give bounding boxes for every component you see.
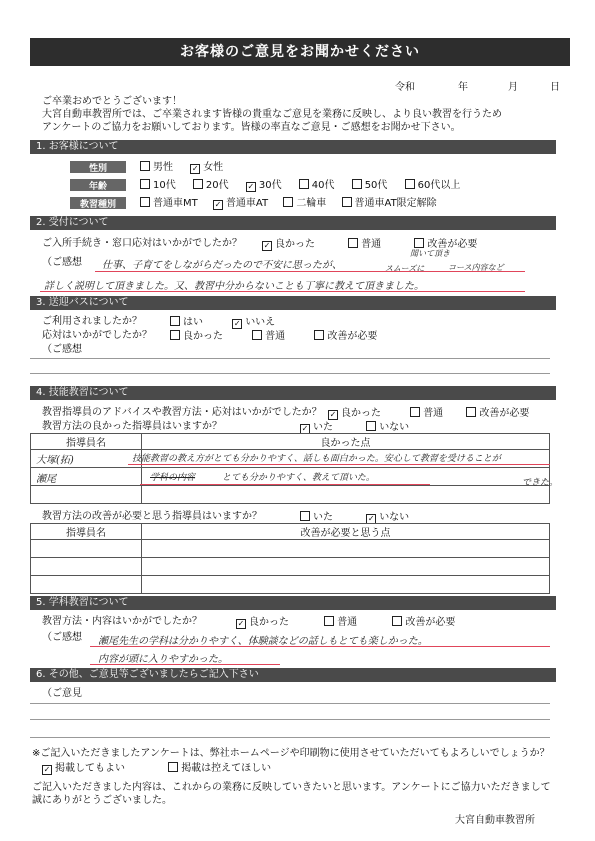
good-row-1-continuation: できた。 bbox=[522, 478, 559, 488]
age-60s-checkbox[interactable]: 60代以上 bbox=[405, 180, 461, 191]
publication-question: ※ご記入いただきましたアンケートは、弊社ホームページや印刷物に使用させていただいてもよろしいでしょうか？ bbox=[32, 748, 550, 759]
reception-comment-label: （ご感想 bbox=[42, 257, 82, 268]
gender-female-checkbox[interactable]: ✓ 女性 bbox=[191, 162, 224, 173]
license-options bbox=[140, 197, 560, 210]
age-20s-checkbox[interactable]: 20代 bbox=[193, 180, 229, 191]
good-instructor-yes-checkbox[interactable]: ✓ いた bbox=[301, 422, 333, 433]
date-era: 令和 bbox=[395, 82, 415, 93]
lecture-question: 教習方法・内容はいかがでしたか？ bbox=[42, 616, 202, 627]
license-label: 教習種別 bbox=[70, 197, 126, 209]
reception-normal-checkbox[interactable]: 普通 bbox=[348, 239, 381, 250]
reception-improve-checkbox[interactable]: 改善が必要 bbox=[414, 239, 477, 250]
publish-ok-checkbox[interactable]: ✓ 掲載してもよい bbox=[43, 763, 125, 774]
publish-no-checkbox[interactable]: 掲載は控えてほしい bbox=[168, 763, 271, 774]
bus-comment-label: （ご感想 bbox=[42, 344, 82, 355]
reception-good-checkbox[interactable]: ✓ 良かった bbox=[263, 239, 315, 250]
th-good-point: 良かった点 bbox=[142, 434, 550, 450]
bus-service-options bbox=[170, 330, 470, 343]
lecture-good-checkbox[interactable]: ✓ 良かった bbox=[237, 617, 289, 628]
good-row-2-text: とても分かりやすく、教えて頂いた。 bbox=[222, 473, 375, 483]
gender-label: 性別 bbox=[70, 161, 126, 173]
lecture-normal-checkbox[interactable]: 普通 bbox=[324, 617, 357, 628]
skill-instructor-question: 教習指導員のアドバイスや教習方法・応対はいかがでしたか？ bbox=[42, 407, 322, 418]
skill-good-checkbox[interactable]: ✓ 良かった bbox=[329, 408, 381, 419]
good-instructor-no-checkbox[interactable]: いない bbox=[366, 422, 409, 433]
bus-yes-checkbox[interactable]: はい bbox=[170, 317, 203, 328]
bus-service-question: 応対はいかがでしたか？ bbox=[42, 330, 152, 341]
section-1-header: 1. お客様について bbox=[30, 140, 556, 154]
skill-improve-checkbox[interactable]: 改善が必要 bbox=[466, 408, 529, 419]
date-day: 日 bbox=[550, 82, 560, 93]
good-row-1-text: 技能教習の教え方がとても分かりやすく、話しも面白かった。安心して教習を受けることが bbox=[132, 454, 501, 464]
bus-good-checkbox[interactable]: 良かった bbox=[170, 331, 223, 342]
th-improve-point: 改善が必要と思う点 bbox=[142, 524, 550, 540]
section-4-header: 4. 技能教習について bbox=[30, 386, 556, 400]
intro-line-2: 大宮自動車教習所では、ご卒業されます皆様の貴重なご意見を業務に反映し、より良い教習を行うため bbox=[42, 109, 502, 120]
lecture-comment-1: 瀬尾先生の学科は分かりやすく、体験談などの話しもとても楽しかった。 bbox=[98, 636, 428, 647]
reception-comment-1: 仕事、子育てをしながらだったので不安に思ったが、 bbox=[102, 260, 342, 271]
bus-improve-checkbox[interactable]: 改善が必要 bbox=[314, 331, 377, 342]
bus-use-options bbox=[170, 316, 275, 329]
good-instructor-table bbox=[30, 433, 550, 504]
skill-instructor-options bbox=[328, 407, 558, 420]
age-10s-checkbox[interactable]: 10代 bbox=[140, 180, 176, 191]
date-month: 月 bbox=[508, 82, 518, 93]
th-instructor-name: 指導員名 bbox=[31, 434, 142, 450]
section-6-header: 6. その他、ご意見等ございましたらご記入下さい bbox=[30, 668, 556, 682]
intro-line-1: ご卒業おめでとうございます！ bbox=[42, 96, 182, 107]
age-40s-checkbox[interactable]: 40代 bbox=[299, 180, 335, 191]
skill-normal-checkbox[interactable]: 普通 bbox=[410, 408, 443, 419]
bus-normal-checkbox[interactable]: 普通 bbox=[252, 331, 285, 342]
improve-instructor-table bbox=[30, 523, 550, 594]
reception-comment-note: 聞いて頂き bbox=[410, 249, 450, 258]
gender-male-checkbox[interactable]: 男性 bbox=[140, 162, 173, 173]
age-label: 年齢 bbox=[70, 179, 126, 191]
good-row-2-struck: 学科の内容 bbox=[150, 473, 196, 483]
bus-use-question: ご利用されましたか？ bbox=[42, 316, 142, 327]
license-at-checkbox[interactable]: ✓ 普通車AT bbox=[214, 198, 269, 209]
section-3-header: 3. 送迎バスについて bbox=[30, 296, 556, 310]
reception-question: ご入所手続き・窓口応対はいかがでしたか？ bbox=[42, 238, 242, 249]
lecture-options bbox=[236, 616, 536, 629]
improve-instructor-no-checkbox[interactable]: ✓ いない bbox=[367, 512, 410, 523]
license-moto-checkbox[interactable]: 二輪車 bbox=[283, 198, 326, 209]
thanks-line-2: 誠にありがとうございました。 bbox=[32, 795, 172, 806]
license-at-release-checkbox[interactable]: 普通車AT限定解除 bbox=[342, 198, 437, 209]
good-instructor-question: 教習方法の良かった指導員はいますか？ bbox=[42, 421, 222, 432]
reception-comment-2: 詳しく説明して頂きました。又、教習中分からないことも丁寧に教えて頂きました。 bbox=[44, 281, 424, 292]
lecture-comment-2: 内容が頭に入りやすかった。 bbox=[98, 654, 228, 665]
date-year: 年 bbox=[458, 82, 468, 93]
age-50s-checkbox[interactable]: 50代 bbox=[352, 180, 388, 191]
other-comment-label: （ご意見 bbox=[42, 688, 82, 699]
gender-options bbox=[140, 161, 223, 174]
section-5-header: 5. 学科教習について bbox=[30, 596, 556, 610]
age-options bbox=[140, 179, 560, 192]
improve-instructor-question: 教習方法の改善が必要と思う指導員はいますか？ bbox=[42, 511, 262, 522]
section-2-header: 2. 受付について bbox=[30, 216, 556, 230]
lecture-improve-checkbox[interactable]: 改善が必要 bbox=[392, 617, 455, 628]
page-title: お客様のご意見をお聞かせください bbox=[30, 38, 570, 66]
lecture-comment-label: （ご感想 bbox=[42, 632, 82, 643]
publication-options bbox=[42, 762, 271, 775]
good-row-1-name: 大塚(拓) bbox=[36, 455, 74, 466]
intro-line-3: アンケートのご協力をお願いしております。皆様の率直なご意見・ご感想をお聞かせ下さい。 bbox=[42, 122, 461, 133]
thanks-line-1: ご記入いただきました内容は、これからの業務に反映していきたいと思います。アンケートにご協力いただきまして bbox=[32, 782, 551, 793]
age-30s-checkbox[interactable]: ✓ 30代 bbox=[247, 180, 282, 191]
license-mt-checkbox[interactable]: 普通車MT bbox=[140, 198, 198, 209]
bus-no-checkbox[interactable]: ✓ いいえ bbox=[233, 317, 276, 328]
good-row-2-name: 瀬尾 bbox=[36, 474, 56, 485]
th-improve-name: 指導員名 bbox=[31, 524, 142, 540]
improve-instructor-yes-checkbox[interactable]: いた bbox=[300, 512, 333, 523]
organization-name: 大宮自動車教習所 bbox=[455, 815, 535, 826]
reception-comment-note-2: コース内容など bbox=[448, 263, 504, 272]
reception-comment-insert: スムーズに bbox=[385, 264, 425, 273]
